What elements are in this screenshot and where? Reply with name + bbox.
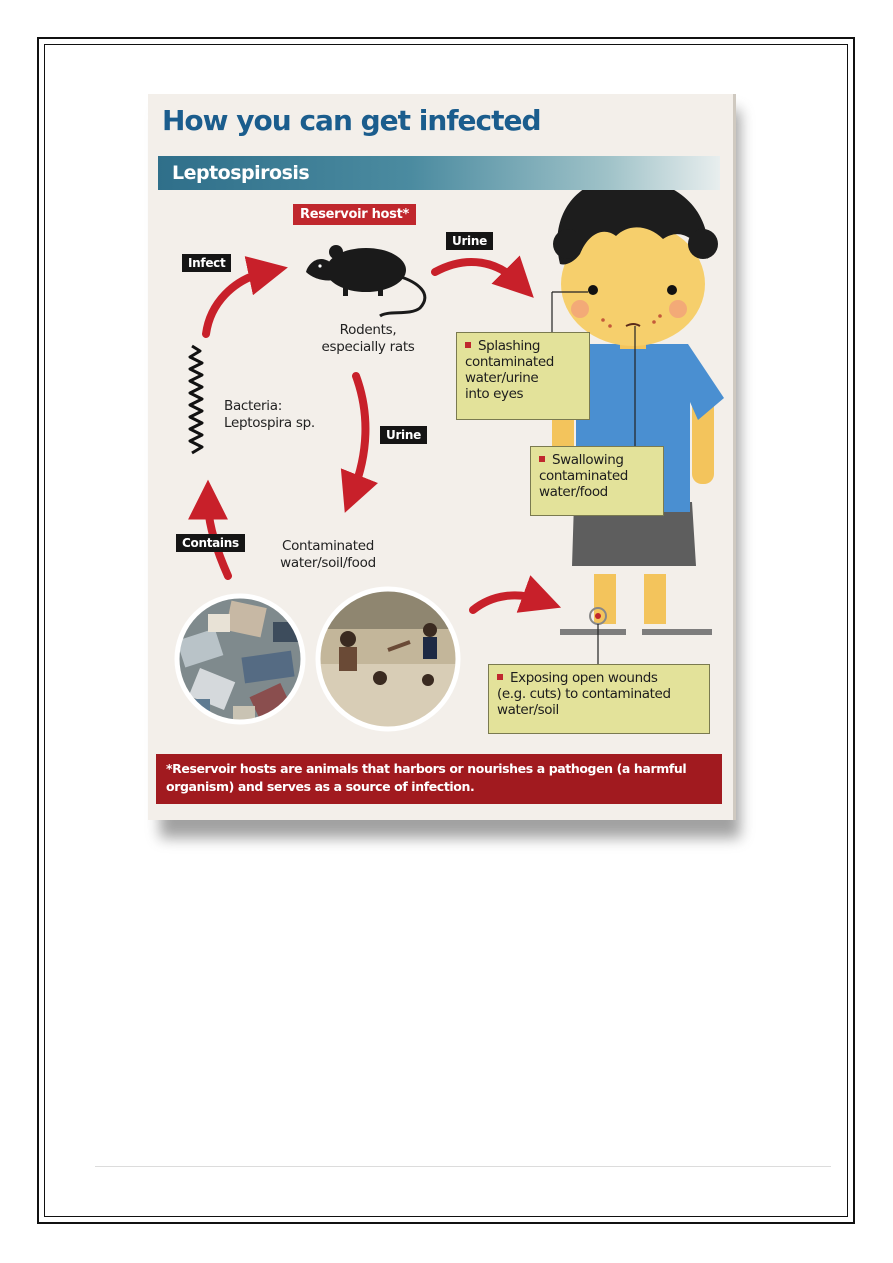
water-caption [270, 538, 386, 572]
rodents-caption-line1: Rodents, [339, 322, 397, 338]
callout-wounds-bullet-icon [497, 674, 503, 680]
callout-eyes [456, 332, 590, 420]
rat-icon [306, 245, 425, 316]
urine-label-top: Urine [446, 232, 493, 250]
footer-divider [95, 1166, 831, 1167]
rodents-caption-line2: especially rats [321, 339, 415, 355]
arrow-infect [206, 272, 266, 334]
flood-photo [308, 584, 468, 734]
callout-eyes-text: Splashing contaminated water/urine into eyes [465, 338, 554, 402]
page-title: How you can get infected [162, 104, 541, 137]
water-caption-line1: Contaminated [281, 538, 375, 554]
bacteria-caption [224, 398, 315, 432]
bacteria-caption-line1: Bacteria: [224, 398, 282, 414]
infect-label: Infect [182, 254, 231, 272]
water-caption-line2: water/soil/food [280, 555, 376, 571]
arrow-water-to-foot [473, 595, 540, 610]
arrow-urine-to-water [353, 376, 365, 492]
callout-swallow [530, 446, 664, 516]
callout-wounds-text: Exposing open wounds (e.g. cuts) to contaminated water/soil [497, 670, 671, 718]
callout-swallow-text: Swallowing contaminated water/food [539, 452, 628, 500]
callout-wounds [488, 664, 710, 734]
contains-label: Contains [176, 534, 245, 552]
trash-photo [168, 589, 318, 729]
urine-label-middle: Urine [380, 426, 427, 444]
bacteria-icon [190, 346, 202, 453]
bacteria-caption-line2: Leptospira sp. [224, 415, 315, 431]
callout-swallow-bullet-icon [539, 456, 545, 462]
subtitle-band [158, 156, 720, 190]
footnote: *Reservoir hosts are animals that harbors or nourishes a pathogen (a harmful organism) and serves as a source of infection. [156, 754, 722, 804]
rodents-caption [320, 322, 416, 356]
reservoir-host-label: Reservoir host* [293, 204, 416, 225]
arrow-urine-to-child [435, 262, 518, 282]
subtitle: Leptospirosis [172, 162, 310, 184]
callout-eyes-bullet-icon [465, 342, 471, 348]
infographic [148, 94, 736, 820]
